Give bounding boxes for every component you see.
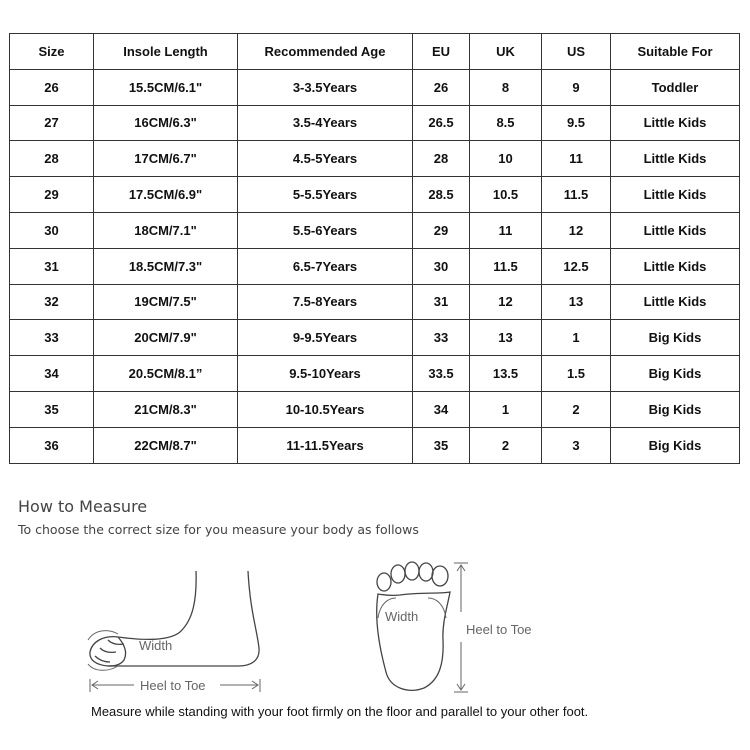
cell-eu: 33 <box>413 320 470 356</box>
measure-instruction-note: Measure while standing with your foot firmly on the floor and parallel to your other foot. <box>91 704 589 719</box>
cell-us: 11.5 <box>542 177 611 213</box>
column-header-suitable-for: Suitable For <box>611 34 740 70</box>
cell-uk: 12 <box>470 284 542 320</box>
cell-uk: 1 <box>470 391 542 427</box>
cell-size: 30 <box>10 212 94 248</box>
cell-suitable-for: Little Kids <box>611 141 740 177</box>
table-row <box>10 320 740 356</box>
cell-recommended-age: 10-10.5Years <box>238 391 413 427</box>
column-header-eu: EU <box>413 34 470 70</box>
table-row <box>10 177 740 213</box>
cell-uk: 10 <box>470 141 542 177</box>
cell-eu: 31 <box>413 284 470 320</box>
cell-size: 29 <box>10 177 94 213</box>
cell-uk: 11 <box>470 212 542 248</box>
table-row <box>10 284 740 320</box>
side-view-width-label: Width <box>139 638 173 653</box>
sole-view-width-label: Width <box>385 609 419 624</box>
cell-insole-length: 18.5CM/7.3" <box>94 248 238 284</box>
cell-insole-length: 15.5CM/6.1" <box>94 69 238 105</box>
cell-recommended-age: 5-5.5Years <box>238 177 413 213</box>
cell-suitable-for: Big Kids <box>611 320 740 356</box>
sole-view-foot-icon <box>377 562 450 690</box>
cell-eu: 28 <box>413 141 470 177</box>
table-header-row <box>10 34 740 70</box>
cell-uk: 8.5 <box>470 105 542 141</box>
table-row <box>10 212 740 248</box>
cell-uk: 11.5 <box>470 248 542 284</box>
cell-us: 3 <box>542 427 611 463</box>
cell-uk: 13.5 <box>470 356 542 392</box>
cell-insole-length: 19CM/7.5" <box>94 284 238 320</box>
table-row <box>10 391 740 427</box>
cell-suitable-for: Little Kids <box>611 212 740 248</box>
how-to-measure-subtitle: To choose the correct size for you measure your body as follows <box>18 522 419 537</box>
cell-uk: 10.5 <box>470 177 542 213</box>
cell-size: 31 <box>10 248 94 284</box>
cell-recommended-age: 3.5-4Years <box>238 105 413 141</box>
cell-insole-length: 20.5CM/8.1” <box>94 356 238 392</box>
cell-suitable-for: Little Kids <box>611 248 740 284</box>
cell-recommended-age: 9-9.5Years <box>238 320 413 356</box>
table-row <box>10 248 740 284</box>
cell-eu: 30 <box>413 248 470 284</box>
cell-us: 11 <box>542 141 611 177</box>
size-chart-table <box>9 33 740 464</box>
cell-insole-length: 22CM/8.7" <box>94 427 238 463</box>
cell-eu: 26.5 <box>413 105 470 141</box>
cell-us: 1 <box>542 320 611 356</box>
sole-view-length-label: Heel to Toe <box>466 622 532 637</box>
cell-recommended-age: 4.5-5Years <box>238 141 413 177</box>
cell-size: 26 <box>10 69 94 105</box>
cell-recommended-age: 9.5-10Years <box>238 356 413 392</box>
cell-uk: 8 <box>470 69 542 105</box>
cell-suitable-for: Big Kids <box>611 356 740 392</box>
table-row <box>10 69 740 105</box>
table-row <box>10 105 740 141</box>
side-view-foot-icon <box>90 571 259 666</box>
column-header-insole-length: Insole Length <box>94 34 238 70</box>
cell-us: 12.5 <box>542 248 611 284</box>
cell-size: 33 <box>10 320 94 356</box>
cell-eu: 29 <box>413 212 470 248</box>
cell-size: 35 <box>10 391 94 427</box>
cell-insole-length: 20CM/7.9" <box>94 320 238 356</box>
table-row <box>10 356 740 392</box>
cell-insole-length: 21CM/8.3" <box>94 391 238 427</box>
cell-us: 1.5 <box>542 356 611 392</box>
cell-us: 2 <box>542 391 611 427</box>
cell-eu: 34 <box>413 391 470 427</box>
cell-recommended-age: 7.5-8Years <box>238 284 413 320</box>
column-header-size: Size <box>10 34 94 70</box>
cell-size: 28 <box>10 141 94 177</box>
cell-suitable-for: Little Kids <box>611 105 740 141</box>
cell-recommended-age: 6.5-7Years <box>238 248 413 284</box>
cell-suitable-for: Little Kids <box>611 177 740 213</box>
cell-suitable-for: Big Kids <box>611 391 740 427</box>
cell-suitable-for: Big Kids <box>611 427 740 463</box>
cell-eu: 28.5 <box>413 177 470 213</box>
cell-size: 32 <box>10 284 94 320</box>
cell-insole-length: 17CM/6.7" <box>94 141 238 177</box>
cell-size: 36 <box>10 427 94 463</box>
table-row <box>10 141 740 177</box>
column-header-us: US <box>542 34 611 70</box>
cell-suitable-for: Little Kids <box>611 284 740 320</box>
cell-insole-length: 16CM/6.3" <box>94 105 238 141</box>
cell-insole-length: 18CM/7.1" <box>94 212 238 248</box>
cell-eu: 33.5 <box>413 356 470 392</box>
foot-measurement-diagram <box>0 550 750 700</box>
side-view-length-label: Heel to Toe <box>140 678 206 693</box>
cell-eu: 26 <box>413 69 470 105</box>
cell-suitable-for: Toddler <box>611 69 740 105</box>
how-to-measure-title: How to Measure <box>18 497 148 516</box>
cell-uk: 13 <box>470 320 542 356</box>
column-header-recommended-age: Recommended Age <box>238 34 413 70</box>
cell-recommended-age: 3-3.5Years <box>238 69 413 105</box>
cell-size: 27 <box>10 105 94 141</box>
cell-us: 12 <box>542 212 611 248</box>
table-row <box>10 427 740 463</box>
cell-size: 34 <box>10 356 94 392</box>
cell-insole-length: 17.5CM/6.9" <box>94 177 238 213</box>
column-header-uk: UK <box>470 34 542 70</box>
cell-eu: 35 <box>413 427 470 463</box>
cell-recommended-age: 11-11.5Years <box>238 427 413 463</box>
cell-us: 9.5 <box>542 105 611 141</box>
cell-recommended-age: 5.5-6Years <box>238 212 413 248</box>
cell-us: 13 <box>542 284 611 320</box>
cell-uk: 2 <box>470 427 542 463</box>
cell-us: 9 <box>542 69 611 105</box>
